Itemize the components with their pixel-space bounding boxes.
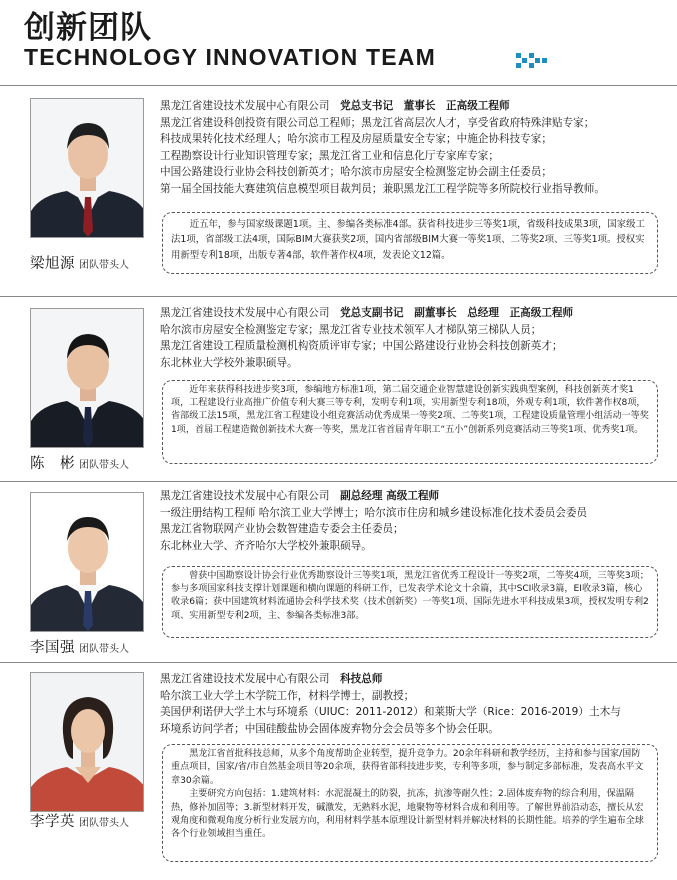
member-info (160, 98, 665, 198)
portrait-photo (30, 492, 144, 632)
member-name: 陈 彬 (30, 456, 75, 472)
member-info-line: 哈尔滨工业大学土木学院工作，材料学博士，副教授； (160, 689, 415, 702)
achievement-text: 曾获中国勘察设计协会行业优秀勘察设计三等奖1项，黑龙江省优秀工程设计一等奖2项，二等奖4项，三等奖3项；参与多项国家科技支撑计划课题和横向课题的科研工作，已发表学术论文十余篇，其中SCI收录3篇，EI收录3篇，核心收录6篇；获中国建筑材料流通协会科学技术奖（技术创新奖）一等奖1项、国际先进水平科技成果3项，授权发明专利2项、实用新型专利2项，主、参编各类标准3部。 (171, 571, 649, 621)
member-name-row (30, 452, 129, 473)
header-divider (0, 85, 677, 86)
member-name: 李学英 (30, 814, 75, 830)
achievement-box (162, 380, 658, 464)
member-info-line: 东北林业大学校外兼职硕导。 (160, 356, 298, 369)
member-titles: 党总支副书记 副董事长 总经理 正高级工程师 (340, 307, 574, 319)
achievement-box (162, 212, 658, 274)
achievement-text: 黑龙江省首批科技总师，从多个角度帮助企业转型，提升竞争力。20余年科研和教学经历，主持和参与国家/国防重点项目，国家/省/市自然基金项目等20余项，获得省部科技进步奖，专利等多项，参与制定多部标准，发表高水平文章30余篇。 (171, 749, 644, 786)
member-info-line: 哈尔滨市房屋安全检测鉴定专家；黑龙江省专业技术领军人才梯队第三梯队人员； (160, 323, 542, 336)
member-info-line: 环境系访问学者；中国硅酸盐协会固体废弃物分会会员等多个协会任职。 (160, 722, 499, 735)
member-role: 团队带头人 (79, 818, 129, 829)
member-org: 黑龙江省建设技术发展中心有限公司 (160, 100, 330, 112)
member-name-row (30, 252, 129, 273)
portrait-photo (30, 98, 144, 238)
member-titles: 党总支书记 董事长 正高级工程师 (340, 100, 510, 112)
member-info-line: 黑龙江省建设科创投资有限公司总工程师；黑龙江省高层次人才，享受省政府特殊津贴专家； (160, 116, 595, 129)
portrait-photo (30, 672, 144, 812)
member-role: 团队带头人 (79, 460, 129, 471)
portrait-photo (30, 308, 144, 448)
member-divider (0, 662, 677, 663)
member-info-line: 黑龙江省物联网产业协会数智建造专委会主任委员； (160, 523, 404, 536)
member-info (160, 305, 665, 371)
member-org: 黑龙江省建设技术发展中心有限公司 (160, 673, 330, 685)
member-info-line: 东北林业大学、齐齐哈尔大学校外兼职硕导。 (160, 539, 372, 552)
member-titles: 科技总师 (340, 673, 383, 685)
member-titles: 副总经理 高级工程师 (340, 490, 440, 502)
member-info-line: 一级注册结构工程师 哈尔滨工业大学博士；哈尔滨市住房和城乡建设标准化技术委员会委员 (160, 506, 588, 519)
page-title-en: TECHNOLOGY INNOVATION TEAM (24, 44, 436, 70)
member-info-line: 第一届全国技能大赛建筑信息模型项目裁判员；兼职黑龙江工程学院等多所院校行业指导教师。 (160, 182, 605, 195)
member-role: 团队带头人 (79, 260, 129, 271)
member-info (160, 488, 665, 554)
member-name-row (30, 636, 129, 657)
achievement-text: 主要研究方向包括：1.建筑材料：水泥混凝土的防裂，抗冻，抗渗等耐久性；2.固体废弃物的综合利用，保温隔热，修补加固等；3.新型材料开发，碱激发，无熟料水泥，地聚物等材料合成和利用等。了解世界前沿动态，擅长从宏观角度和微观角度分析行业发展方向，利用材料学基本原理设计新型材料并解决材料的长期性能。培养的学生遍布全球各个行业领域担当重任。 (171, 789, 644, 840)
member-org: 黑龙江省建设技术发展中心有限公司 (160, 490, 330, 502)
member-info-line: 科技成果转化技术经理人；哈尔滨市工程及房屋质量安全专家；中施企协科技专家； (160, 133, 552, 146)
member-info-line: 黑龙江省建设工程质量检测机构资质评审专家；中国公路建设行业协会科技创新英才； (160, 340, 563, 353)
page-title-cn: 创新团队 (24, 10, 152, 46)
member-name: 李国强 (30, 640, 75, 656)
member-role: 团队带头人 (79, 644, 129, 655)
achievement-text: 近五年，参与国家级课题1项。主、参编各类标准4部。获省科技进步三等奖1项，省级科技成果3项，国家级工法1项，省部级工法4项，国际BIM大赛获奖2项，国内省部级BIM大赛一等奖1项、二等奖2项、三等奖1项。授权实用新型专利18项，出版专著4部，软件著作权4项，发表论文12篇。 (171, 219, 645, 261)
member-info (160, 671, 665, 737)
member-org: 黑龙江省建设技术发展中心有限公司 (160, 307, 330, 319)
member-info-line: 中国公路建设行业协会科技创新英才；哈尔滨市房屋安全检测鉴定协会副主任委员； (160, 166, 552, 179)
achievement-box (162, 566, 658, 638)
member-divider (0, 296, 677, 297)
member-info-line: 工程勘察设计行业知识管理专家；黑龙江省工业和信息化厅专家库专家； (160, 149, 499, 162)
member-divider (0, 481, 677, 482)
arrows-icon (514, 50, 550, 70)
achievement-text: 近年来获得科技进步奖3项，参编地方标准1项，第二届交通企业智慧建设创新实践典型案例，科技创新英才奖1项，工程建设行业高推广价值专利大赛三等专利，发明专利1项，实用新型专利18项，外观专利1项，软件著作权8项，省部级工法15项，黑龙江省工程建设小组竞赛活动优秀成果一等奖2项、二等奖1项，工程建设质量管理小组活动一等奖1项，首届工程建造微创新技术大赛一等奖，黑龙江省首届青年职工“五小”创新系列竞赛活动三等奖1项、优秀奖1项。 (171, 385, 649, 435)
achievement-box (162, 744, 658, 862)
member-info-line: 美国伊利诺伊大学土木与环境系（UIUC：2011-2012）和莱斯大学（Rice：2016-2019）土木与 (160, 706, 621, 719)
member-name-row (30, 810, 129, 831)
member-name: 梁旭源 (30, 256, 75, 272)
